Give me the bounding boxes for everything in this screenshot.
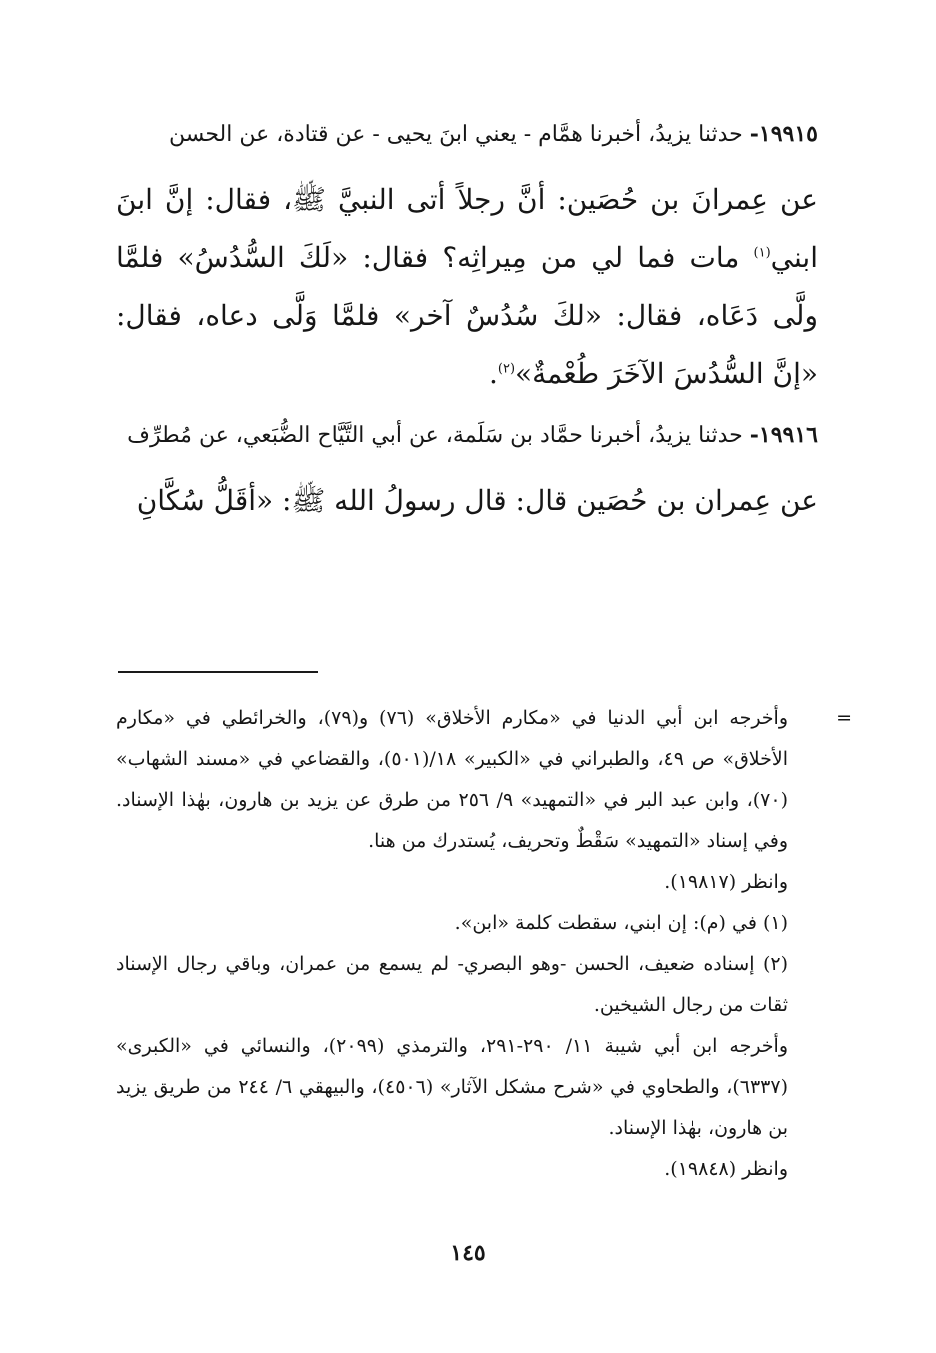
isnad-text: حدثنا يزيدُ، أخبرنا همَّام - يعني ابنَ يحيى - عن قتادة، عن الحسن [168, 122, 743, 147]
footnote-2: (٢) إسناده ضعيف، الحسن -وهو البصري- لم يسمع من عمران، وباقي رجال الإسناد ثقات من رجال الشيخين. [116, 953, 788, 1016]
hadith-number: ١٩٩١٦- [749, 422, 818, 448]
isnad-text: حدثنا يزيدُ، أخبرنا حمَّاد بن سَلَمة، عن أبي التَّيَّاح الضُّبَعي، عن مُطرِّف [127, 423, 743, 448]
footnote-see-also: وانظر (١٩٨٤٨). [664, 1158, 788, 1180]
matn-text-continued: مات فما لي من مِيراثِه؟ فقال: «لَكَ السُّدُسُ» فلمَّا ولَّى دَعَاه، فقال: «لكَ سُدُسٌ آخر» فلمَّا وَلَّى دعاه، فقال: «إنَّ السُّدُسَ الآخَرَ طُعْمةٌ» [116, 241, 818, 390]
matn-end-mark: . [488, 357, 498, 390]
footnote-continuation [116, 698, 852, 862]
footnote-separator [118, 671, 318, 673]
footnote-1: (١) في (م): إن ابني، سقطت كلمة «ابن». [454, 912, 788, 934]
hadith-19915-matn [116, 171, 818, 403]
footnote-see-also: وانظر (١٩٨١٧). [664, 871, 788, 893]
hadith-number: ١٩٩١٥- [749, 121, 818, 147]
hadith-19915-isnad [116, 112, 818, 157]
footnote-ref-2: (٢) [497, 361, 516, 377]
footnote-text: وأخرجه ابن أبي الدنيا في «مكارم الأخلاق» (٧٦) و(٧٩)، والخرائطي في «مكارم الأخلاق» ص ٤٩، والطبراني في «الكبير» ١٨/(٥٠١)، والقضاعي في «مسند الشهاب» (٧٠)، وابن عبد البر في «التمهيد» ٩/ ٢٥٦ من طرق عن يزيد بن هارون، بهٰذا الإسناد. وفي إسناد «التمهيد» سَقْطٌ وتحريف، يُستدرك من هنا. [116, 707, 789, 852]
hadith-19916-matn [116, 472, 818, 530]
matn-text: عن عِمران بن حُصَين قال: قال رسولُ الله ﷺ: «أقَلُّ سُكَّانِ [136, 484, 818, 517]
page-number: ١٤٥ [450, 1240, 486, 1266]
footnote-2-takhrij: وأخرجه ابن أبي شيبة ١١/ ٢٩٠-٢٩١، والترمذي (٢٠٩٩)، والنسائي في «الكبرى» (٦٣٣٧)، والطحاوي في «شرح مشكل الآثار» (٤٥٠٦)، والبيهقي ٦/ ٢٤٤ من طريق يزيد بن هارون، بهٰذا الإسناد. [116, 1035, 789, 1139]
hadith-19916-isnad [116, 413, 818, 458]
main-text [116, 112, 818, 540]
continuation-mark: = [836, 707, 852, 729]
footnotes-section [116, 698, 852, 1190]
matn-text: عن عِمرانَ بن حُصَين: أنَّ رجلاً أتى النبيَّ ﷺ، فقال: إنَّ ابنَ ابني [116, 183, 818, 274]
footnote-ref-1: (١) [753, 245, 771, 261]
